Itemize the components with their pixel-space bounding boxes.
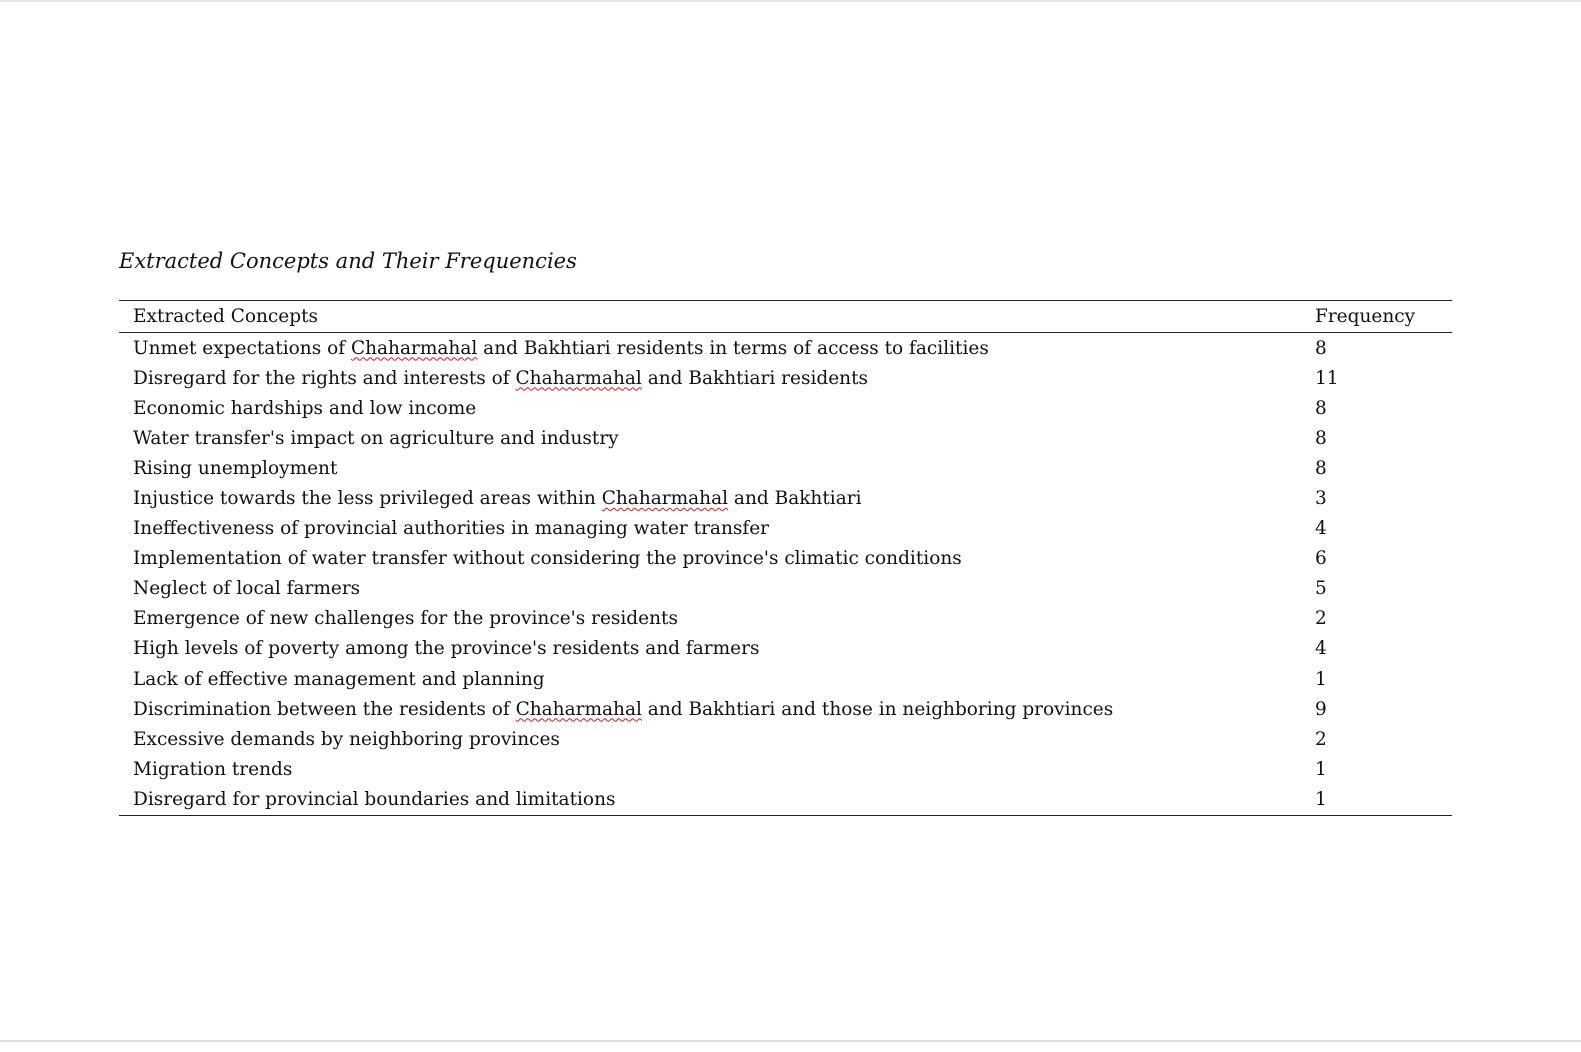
concepts-table-container xyxy=(119,300,1452,816)
frequency-cell: 6 xyxy=(1315,548,1327,570)
table-row xyxy=(119,724,1452,754)
frequency-cell: 1 xyxy=(1315,758,1327,780)
table-row xyxy=(119,453,1452,483)
spellcheck-flagged-word[interactable]: Chaharmahal xyxy=(515,367,642,389)
concept-text: and Bakhtiari residents in terms of access to facilities xyxy=(477,337,989,359)
table-caption: Extracted Concepts and Their Frequencies xyxy=(119,249,577,273)
frequency-cell: 8 xyxy=(1315,457,1327,479)
table-row xyxy=(119,784,1452,815)
concept-text: and Bakhtiari residents xyxy=(641,367,869,389)
frequency-cell: 2 xyxy=(1315,608,1327,630)
table-row xyxy=(119,363,1452,393)
concept-cell xyxy=(119,784,1315,815)
table-header xyxy=(119,301,1452,333)
header-row xyxy=(119,301,1452,333)
spellcheck-flagged-word[interactable]: Chaharmahal xyxy=(601,488,729,510)
concept-cell xyxy=(119,604,1315,634)
table-row xyxy=(119,574,1452,604)
concept-cell xyxy=(119,634,1315,664)
concept-cell xyxy=(119,333,1315,364)
frequency-cell: 9 xyxy=(1315,698,1327,720)
spellcheck-flagged-word[interactable]: Chaharmahal xyxy=(350,337,478,359)
frequency-cell: 1 xyxy=(1315,668,1327,690)
frequency-cell: 8 xyxy=(1315,427,1327,449)
table-row xyxy=(119,754,1452,784)
concept-text: Water transfer's impact on agriculture and industry xyxy=(133,427,619,449)
concept-cell xyxy=(119,754,1315,784)
frequency-cell: 4 xyxy=(1315,518,1327,540)
page-bottom-edge xyxy=(0,1040,1581,1042)
table-row xyxy=(119,694,1452,724)
table-row xyxy=(119,544,1452,574)
table-row xyxy=(119,514,1452,544)
table-row xyxy=(119,634,1452,664)
concept-text: Ineffectiveness of provincial authorities in managing water transfer xyxy=(133,518,770,540)
header-extracted-concepts: Extracted Concepts xyxy=(133,306,318,327)
table-body xyxy=(119,333,1452,816)
table-row xyxy=(119,483,1452,513)
concept-text: Economic hardships and low income xyxy=(133,397,477,419)
concept-text: Migration trends xyxy=(133,758,293,780)
concept-cell xyxy=(119,453,1315,483)
table-row xyxy=(119,664,1452,694)
frequency-cell: 5 xyxy=(1315,578,1327,600)
concept-text: Implementation of water transfer without considering the province's climatic conditions xyxy=(133,548,962,570)
concept-cell xyxy=(119,694,1315,724)
concept-cell xyxy=(119,423,1315,453)
concept-cell xyxy=(119,363,1315,393)
concept-cell xyxy=(119,544,1315,574)
frequency-cell: 8 xyxy=(1315,337,1327,359)
table-row xyxy=(119,333,1452,364)
spellcheck-flagged-word[interactable]: Chaharmahal xyxy=(515,698,642,720)
concept-text: Neglect of local farmers xyxy=(133,578,361,600)
concept-text: and Bakhtiari xyxy=(728,488,862,510)
concept-text: Unmet expectations of xyxy=(133,337,351,359)
frequency-cell: 11 xyxy=(1315,367,1339,389)
frequency-cell: 1 xyxy=(1315,788,1327,810)
concept-text: High levels of poverty among the province's residents and farmers xyxy=(133,638,760,660)
concept-text: and Bakhtiari and those in neighboring provinces xyxy=(641,698,1114,720)
concept-cell xyxy=(119,574,1315,604)
concept-text: Rising unemployment xyxy=(133,457,338,479)
concept-cell xyxy=(119,514,1315,544)
concept-text: Discrimination between the residents of xyxy=(133,698,516,720)
concept-text: Injustice towards the less privileged areas within xyxy=(133,488,602,510)
concept-cell xyxy=(119,664,1315,694)
concept-cell xyxy=(119,724,1315,754)
concept-text: Excessive demands by neighboring provinces xyxy=(133,728,560,750)
concept-text: Lack of effective management and planning xyxy=(133,668,545,690)
frequency-cell: 4 xyxy=(1315,638,1327,660)
concept-cell xyxy=(119,483,1315,513)
concept-text: Disregard for the rights and interests of xyxy=(133,367,516,389)
concept-text: Emergence of new challenges for the province's residents xyxy=(133,608,678,630)
table-row xyxy=(119,604,1452,634)
frequency-cell: 8 xyxy=(1315,397,1327,419)
table-row xyxy=(119,393,1452,423)
frequency-cell: 3 xyxy=(1315,488,1327,510)
concept-text: Disregard for provincial boundaries and limitations xyxy=(133,788,616,810)
concepts-table xyxy=(119,300,1452,816)
page-top-edge xyxy=(0,0,1581,2)
frequency-cell: 2 xyxy=(1315,728,1327,750)
header-frequency: Frequency xyxy=(1315,306,1416,327)
concept-cell xyxy=(119,393,1315,423)
table-row xyxy=(119,423,1452,453)
